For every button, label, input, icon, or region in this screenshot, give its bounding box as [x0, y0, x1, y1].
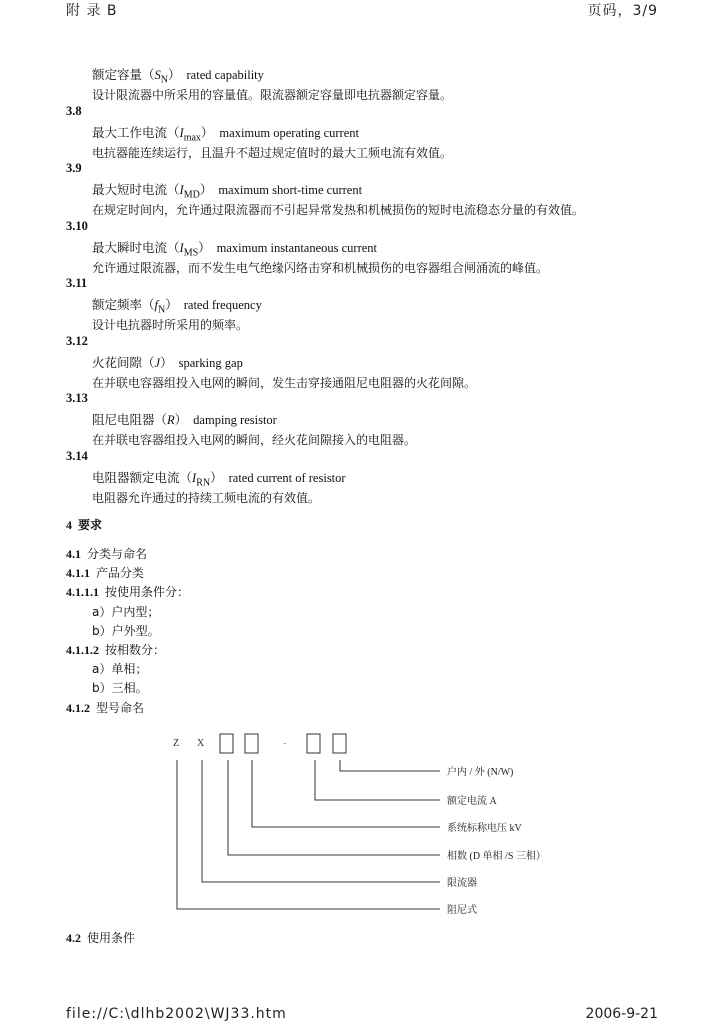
term-definition: 电阻器允许通过的持续工频电流的有效值。: [92, 490, 321, 505]
section-4-1-2-num: 4.1.2: [66, 701, 90, 715]
leader-line-3: [252, 760, 440, 827]
code-box-indoor-outdoor: [333, 734, 346, 753]
term-number: 3.8: [66, 103, 82, 118]
term-symbol-subscript: max: [183, 132, 201, 143]
term-definition: 电抗器能连续运行，且温升不超过规定值时的最大工频电流有效值。: [92, 145, 453, 160]
term-symbol-subscript: N: [160, 74, 168, 86]
list-item-outdoor: b）户外型。: [92, 624, 160, 638]
leader-line-6: [177, 760, 440, 909]
label-nominal-voltage: 系统标称电压 kV: [447, 823, 522, 834]
term-name-en: rated capability: [186, 68, 264, 82]
term-symbol-subscript: N: [158, 304, 166, 316]
term-name-zh: 额定频率（: [92, 297, 155, 312]
section-4-1-1-2-num: 4.1.1.2: [66, 643, 99, 657]
code-box-current: [307, 734, 320, 753]
term-number: 3.13: [66, 391, 88, 405]
section-4-1-1-label: 产品分类: [96, 566, 145, 580]
term-symbol-subscript: MS: [183, 247, 199, 258]
term-paren-close: ）: [168, 67, 181, 82]
leader-line-1: [340, 760, 440, 771]
list-item-single-phase: a）单相；: [92, 662, 148, 676]
term-symbol-subscript: RN: [196, 477, 211, 488]
code-letter-z: Z: [173, 738, 180, 749]
section-4-2-label: 使用条件: [87, 931, 136, 945]
section-4-1-2-label: 型号命名: [96, 701, 145, 715]
code-letter-x: X: [197, 738, 205, 749]
term-paren-close: ）: [200, 124, 214, 140]
section-4-title: 要求: [78, 518, 103, 532]
section-4-1-1-1-num: 4.1.1.1: [66, 585, 99, 599]
term-symbol-subscript: MD: [183, 189, 200, 201]
code-box-voltage: [245, 734, 258, 753]
term-symbol-letter: I: [179, 183, 184, 197]
term-name-en: maximum short-time current: [218, 183, 363, 197]
term-symbol-letter: I: [179, 125, 184, 140]
term-paren-close: ）: [174, 412, 188, 427]
term-definition: 设计电抗器时所采用的频率。: [92, 318, 249, 332]
term-symbol-letter: S: [154, 68, 161, 82]
term-symbol-letter: R: [167, 413, 175, 427]
leader-line-4: [228, 760, 440, 855]
term-paren-close: ）: [198, 239, 211, 255]
section-4-1-1-2-label: 按相数分：: [105, 643, 166, 657]
code-dash: -: [283, 738, 287, 749]
section-4-2: [66, 929, 135, 946]
term-number: 3.14: [66, 448, 88, 463]
term-definition: 在并联电容器组投入电网的瞬间，发生击穿接通阻尼电阻器的火花间隙。: [92, 375, 477, 390]
header-page-number: 页码，3/9: [587, 3, 658, 19]
term-name-zh: 火花间隙（: [92, 354, 155, 370]
term-name-en: maximum instantaneous current: [216, 240, 378, 255]
term-name-en: maximum operating current: [219, 125, 359, 140]
list-item-three-phase: b）三相。: [92, 681, 148, 695]
term-number: 3.10: [66, 218, 88, 233]
label-rated-current: 额定电流 A: [447, 796, 497, 807]
term-paren-close: ）: [210, 469, 223, 485]
label-phase-count: 相数 (D 单相 /S 三相）: [447, 851, 546, 862]
term-symbol-letter: I: [179, 240, 184, 255]
term-paren-close: ）: [160, 354, 173, 370]
section-4-1-1-num: 4.1.1: [66, 566, 90, 580]
term-symbol-letter: f: [154, 298, 158, 312]
section-4-num: 4: [66, 518, 72, 532]
term-name-zh: 最大短时电流（: [92, 182, 180, 197]
term-name-zh: 额定容量（: [92, 67, 155, 82]
list-item-indoor: a）户内型；: [92, 605, 160, 619]
term-paren-close: ）: [199, 182, 213, 197]
term-definition: 允许通过限流器，而不发生电气绝缘闪络击穿和机械损伤的电容器组合闸涌流的峰值。: [92, 260, 549, 275]
footer-file-path: file://C:\dlhb2002\WJ33.htm: [66, 1006, 287, 1022]
term-symbol-letter: I: [192, 470, 197, 485]
term-name-en: rated frequency: [183, 298, 262, 312]
term-name-zh: 最大工作电流（: [92, 124, 180, 140]
section-4-1-label: 分类与命名: [87, 547, 148, 561]
term-name-zh: 电阻器额定电流（: [92, 469, 193, 485]
term-definition: 在规定时间内，允许通过限流器而不引起异常发热和机械损伤的短时电流稳态分量的有效值。: [92, 203, 585, 217]
term-definition: 在并联电容器组投入电网的瞬间，经火花间隙接入的电阻器。: [92, 433, 417, 447]
term-name-zh: 最大瞬时电流（: [92, 239, 180, 255]
label-damping-type: 阻尼式: [447, 905, 477, 916]
footer-date: 2006-9-21: [585, 1006, 658, 1022]
term-number: 3.12: [66, 333, 88, 348]
term-number: 3.9: [66, 161, 82, 175]
header-appendix: 附 录 B: [66, 3, 118, 19]
term-definition: 设计限流器中所采用的容量值。限流器额定容量即电抗器额定容量。: [92, 88, 453, 102]
label-indoor-outdoor: 户内 / 外 (N/W): [447, 767, 514, 778]
term-name-en: rated current of resistor: [228, 470, 346, 485]
label-current-limiter: 限流器: [447, 878, 477, 889]
term-name-en: damping resistor: [193, 413, 277, 427]
term-name-en: sparking gap: [178, 355, 243, 370]
leader-line-5: [202, 760, 440, 882]
term-name-zh: 阻尼电阻器（: [92, 412, 168, 427]
term-paren-close: ）: [165, 297, 178, 312]
section-4-1-1-1-label: 按使用条件分：: [105, 585, 190, 599]
section-4-1-num: 4.1: [66, 547, 81, 561]
section-4-2-num: 4.2: [66, 931, 81, 945]
leader-line-2: [315, 760, 440, 800]
term-number: 3.11: [66, 276, 88, 290]
code-box-phase: [220, 734, 233, 753]
term-symbol-letter: J: [154, 355, 161, 370]
